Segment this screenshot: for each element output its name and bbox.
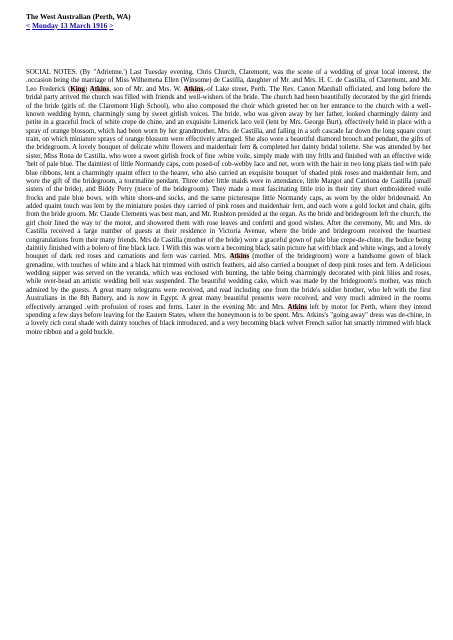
- next-issue-link[interactable]: >: [109, 21, 114, 30]
- article-text-segment: ): [84, 85, 90, 93]
- article-text-segment: (mother of the bridegroom) wore a handsome gown of black grenadine, with touches of white and a black hat trimmed with ostrich feathers, aid also carried a bouquet of deep pink roses and fern. A delicious wedding supper was served on the veranda, which was enclosed with bunting, the table being charmingly decorated with pink lilies and roses, while over-head an artistic wedding bell was suspended. The beautiful wedding cake, which was made by the bridegroom's mother, was much admired by the guests. A great many telegrams were received, and read including one from the bride's soldier brother, who left with the first Australians in the 8th Battery, and is now in Egypt. A great many beautiful presents were received, and very much admired in the rooms effectively arranged .with profusion of roses and ferns. Later in the evening Mr. and Mrs.: [26, 253, 432, 311]
- previous-issue-link[interactable]: <: [26, 21, 31, 30]
- search-highlight: Atkins: [229, 253, 250, 261]
- date-navigation: [26, 21, 426, 30]
- search-highlight: Atkins: [89, 85, 110, 93]
- search-highlight: Atkins: [183, 85, 204, 93]
- search-highlight: King: [70, 85, 85, 93]
- article-body: [26, 69, 431, 337]
- article-text-segment: , son of Mr. and Mrs. W.: [109, 85, 184, 93]
- search-highlight: Atkins: [287, 303, 308, 311]
- article-header: [26, 12, 426, 30]
- article-text-segment: left by motor for Perth, where they intend spending a few days before leaving for the Eastern States, where the honeymoon is to be spent. Mrs. Atkins's "going away" dress was de-chine, in a lovely rich coral shade with dainty touches of black introduced, and a very becoming black velvet French sailor hat smartly trimmed with black moire ribbon and a gold buckle.: [26, 303, 431, 336]
- article-text-segment: ,-of Lake street, Perth. The Rev. Canon Marshall officiated, and long before the bridal party arrived the church was filled with friends and well-wishers of the bride. The church had been beautifully decorated by the girl friends of the bride (girls of. the Claremont High School), who also composed the choir which greeted her on her entrance to the church with a well-known wedding hymn, charmingly sung by sweet girlish voices. The bride, who was given away by her father, looked charmingly dainty and petite in a graceful frock of white crepe de chine, and an exquisite Limerick laco veil (lent by Mrs. George Burt), effectively held in place with a spray of orange blossom, which had been worn by her grandmother, Mrs. de Castilla, and falling in a soft cascade far down the long square court train, on which miniature sprays of orange blossom were effectively arranged. She also wore a beautiful diamond brooch and pendant, the gifts of the bridegroom. A lovely bouquet of delicate white flowers and maidenhair fern & completed her dainty bridal toilette. She was attended by her sister, Miss Rona de Castilla, who wore a sweet girlish frock of fine .white voile, simply made with tiny frills and finished with an effective wide 'belt of pale blue. The daintiest of little Normandy caps, com posed-of cob-webby lace and net, worn with the hair in two long plaits tied with pale blue ribbons, lent a charmingly quaint effect to the hearer, who also carried an exquisite bouquet 'of shaded pink roses and maidenhair fern, and wore the gift of the bridegroom, a tourmaline pendant. Three other little maids were in attendance, little Margot and Catriona de Castilla (small sisters of the bride), and Biddy Perry (niece of the bridegroom). They made a most fascinating little trio in their tiny short embroidered voile frocks and pale blue bows, with white shoes-and socks, and the same picturesque little Normandy caps, as worn by the older bridesmaid. An added quaint touch was lent by the miniature posies they carried of pink roses and maidenhair fern, and each wore a gold locket and chain, gifts from the bride groom. Mr. Claude Clements was best man, and Mr. Rushton presided at the organ. As the bride and bridegroom left the church, the girl choir lined the way to' the motor, and showered them with rose leaves and confetti and good wishes. After the ceremony, Mr. and Mrs. de Castilla received a large number of guests at their residence in Victoria Avenue, where the bride and bridegroom received the heartiest congratulations from their many friends. Mrs de Castilla (mother of the bride) wore a graceful gown of pale blue crepe-de-chine, the bodice being daintily finished with a bolero of fine black lace. I With this was worn a becoming black satin picture hat with black and white wings, and a lovely bouquet of dark red roses and carnations and fern was carried. Mrs.: [26, 85, 431, 261]
- article-paragraph: [26, 69, 431, 337]
- article-text-segment: SOCIAL NOTES. (By "Adrienne.') Last Tuesday evening, Chris Church, Claremont, was the scene of a wedding of great local interest, the .occasion being the marriage of Miss Wilhemena Ellen (Winsome) de Castilla, daughter of Mr. and Mrs. H. C. de Castilla, of Claremont, and Mr. Leo Frederick (: [26, 69, 431, 93]
- issue-date-link[interactable]: Monday 13 March 1916: [32, 21, 108, 30]
- publication-title: The West Australian (Perth, WA): [26, 12, 131, 21]
